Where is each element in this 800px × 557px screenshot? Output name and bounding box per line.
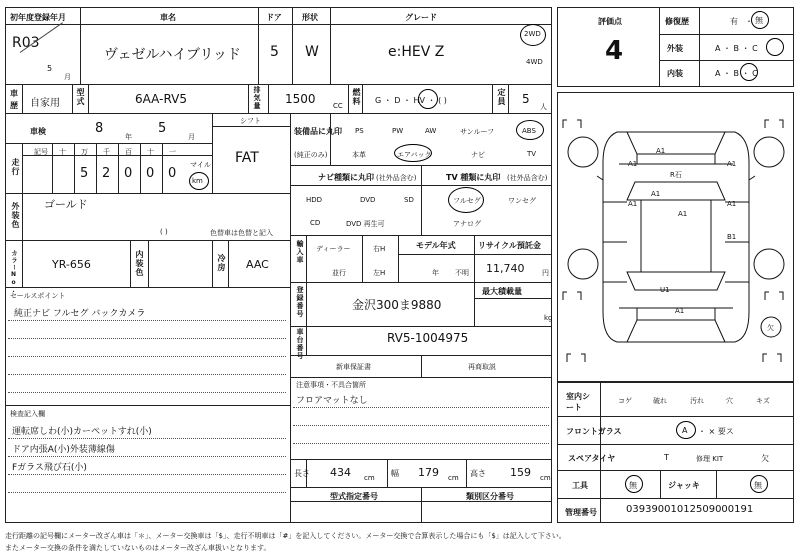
- import-parallel: 並行: [332, 269, 346, 277]
- fuel-label: 燃料: [352, 88, 361, 106]
- spare-missing: 欠: [761, 454, 769, 463]
- drive-4wd: 4WD: [526, 58, 543, 66]
- mileage-digit: 0: [168, 166, 177, 181]
- navi-item: SD: [404, 196, 414, 204]
- tools-label: 工具: [572, 481, 588, 490]
- mileage-digit: 0: [124, 166, 133, 181]
- equipment-item: ABS: [522, 127, 536, 135]
- inspector-line: Fガラス飛び石(小): [12, 463, 87, 473]
- fuel-hv-circle: [418, 89, 438, 109]
- repair-yes: 有: [730, 17, 738, 26]
- spare-t: T: [664, 453, 669, 462]
- inspection-month-unit: 月: [188, 133, 195, 141]
- damage-mark-10: A1: [678, 210, 688, 218]
- control-value: 03939001012509000191: [626, 504, 754, 515]
- reg-no-value: 金沢300ま9880: [352, 298, 442, 312]
- equipment-abs-circle: [516, 120, 544, 140]
- inspection-year: 8: [95, 121, 104, 136]
- color-no-label: カラーNo.: [10, 250, 17, 295]
- color-note: 色替車は色替と記入: [210, 229, 273, 237]
- equipment-item: PW: [392, 127, 404, 135]
- exterior-label: 外装: [667, 44, 683, 53]
- recycle-value: 11,740: [486, 262, 525, 275]
- repair-label: 修復歴: [665, 17, 689, 26]
- notes-value: フロアマットなし: [296, 396, 368, 406]
- shift-label: シフト: [240, 117, 261, 125]
- usage-value: 自家用: [30, 98, 60, 109]
- reg-no-label: 登録番号: [296, 286, 304, 318]
- seat-item: 汚れ: [690, 397, 704, 405]
- width-value: 179: [418, 466, 439, 479]
- model-year-label: モデル年式: [416, 241, 456, 250]
- inspector-line: ドア内張A(小)外装薄線傷: [12, 445, 115, 455]
- navi-item: CD: [310, 219, 321, 227]
- equipment-item: TV: [527, 150, 537, 158]
- mileage-digit: 2: [102, 166, 111, 181]
- mileage-unit-km: km: [192, 177, 203, 185]
- navi-label: ナビ種類に丸印: [318, 173, 374, 182]
- seat-label: 室内シート: [566, 392, 590, 412]
- mileage-unit-head: 百: [125, 148, 132, 156]
- cert-a: 新車保証書: [336, 363, 371, 371]
- inspection-label: 車検: [30, 127, 46, 136]
- first-reg-era-year: R03: [12, 35, 40, 51]
- seat-item: 穴: [726, 397, 733, 405]
- inspector-label: 検査記入欄: [10, 410, 45, 418]
- car-name-value: ヴェゼルハイブリッド: [104, 47, 241, 63]
- grade-value: e:HEV Z: [388, 44, 445, 60]
- inspector-line: 運転席しわ(小)カーペットすれ(小): [12, 427, 152, 437]
- repair-no: 無: [755, 16, 763, 25]
- equipment-item: PS: [355, 127, 364, 135]
- footer-line-2: またメーター交換の条件を満たしていないものはメーター改ざん車扱いとなります。: [5, 544, 271, 552]
- ac-value: AAC: [246, 258, 269, 271]
- damage-mark-11: A1: [675, 307, 685, 315]
- height-label: 高さ: [470, 469, 486, 478]
- damage-mark-7: B1: [727, 233, 737, 241]
- import-right-h: 右H: [373, 245, 386, 253]
- model-year-unit: 年: [432, 269, 439, 277]
- equipment-airbag-circle: [394, 144, 432, 162]
- tv-note: (社外品含む): [507, 174, 548, 182]
- equipment-item: 本革: [352, 151, 366, 159]
- damage-mark-8: U1: [660, 286, 670, 294]
- car-diagram: [557, 92, 794, 382]
- displacement-unit: CC: [333, 102, 343, 110]
- usage-label-b: 歴: [10, 101, 18, 110]
- inspection-year-unit: 年: [125, 133, 132, 141]
- mileage-unit-head: 十: [59, 148, 66, 156]
- cert-b: 再商取説: [468, 363, 496, 371]
- length-value: 434: [330, 466, 351, 479]
- seat-item: コゲ: [618, 397, 632, 405]
- damage-mark-12: 欠: [767, 324, 774, 332]
- damage-mark-4: A1: [651, 190, 661, 198]
- damage-mark-9: A1: [727, 200, 737, 208]
- damage-mark-6: A1: [628, 200, 638, 208]
- seat-item: キズ: [756, 397, 770, 405]
- displacement-label: 排気量: [253, 86, 261, 110]
- color-no-value: YR-656: [52, 258, 91, 271]
- color-paren: ( ): [160, 228, 168, 236]
- color-label: 外装色: [11, 202, 20, 229]
- length-label: 長さ: [294, 469, 310, 478]
- rating-label: 評価点: [598, 17, 622, 26]
- sales-point-value: 純正ナビ フルセグ バックカメラ: [14, 309, 146, 319]
- car-name-label: 車名: [160, 13, 176, 22]
- spare-repair: 修理 KIT: [696, 455, 724, 463]
- mileage-digit: 5: [80, 166, 89, 181]
- mileage-unit-mile: マイル: [190, 161, 211, 169]
- usage-label-a: 車: [10, 89, 18, 98]
- door-label: ドア: [266, 13, 282, 22]
- drive-2wd: 2WD: [524, 30, 541, 38]
- jack-value: 無: [754, 481, 762, 490]
- height-value: 159: [510, 466, 531, 479]
- windshield-rest: ・ × 要ス: [698, 427, 734, 436]
- control-label: 管理番号: [565, 508, 597, 517]
- spare-label: スペアタイヤ: [568, 454, 616, 463]
- color-value: ゴールド: [44, 198, 88, 211]
- shape-value: W: [305, 44, 319, 60]
- mileage-unit-head: 一: [169, 148, 176, 156]
- repair-sep: ・: [745, 17, 753, 26]
- equipment-note: (純正のみ): [294, 151, 328, 159]
- mileage-symbol-label: 記号: [34, 148, 48, 156]
- capacity-value: 5: [522, 92, 530, 106]
- first-reg-label: 初年度登録年月: [10, 13, 66, 22]
- windshield-label: フロントガラス: [566, 427, 622, 436]
- equipment-item: エアバック: [397, 151, 432, 159]
- recycle-unit: 円: [542, 269, 549, 277]
- max-load-label: 最大積載量: [482, 287, 522, 296]
- seat-item: 破れ: [653, 397, 667, 405]
- tv-item: ワンセグ: [508, 197, 536, 205]
- navi-note: (社外品含む): [376, 174, 417, 182]
- tv-fullseg-circle: [448, 187, 484, 213]
- type-no-b: 類別区分番号: [466, 492, 514, 501]
- exterior-grades: A ・ B ・ C: [715, 44, 758, 53]
- max-load-unit: kg: [544, 314, 553, 322]
- grade-label: グレード: [405, 13, 437, 22]
- rating-value: 4: [605, 36, 624, 66]
- shift-value: FAT: [235, 150, 259, 166]
- type-no-a: 型式指定番号: [330, 492, 378, 501]
- model-value: 6AA-RV5: [135, 92, 187, 106]
- tv-item: フルセグ: [453, 197, 481, 205]
- jack-label: ジャッキ: [668, 481, 700, 490]
- capacity-unit: 人: [540, 103, 547, 111]
- notes-label: 注意事項・不具合箇所: [296, 381, 366, 389]
- mileage-unit-head: 千: [103, 148, 110, 156]
- import-left-h: 左H: [373, 269, 386, 277]
- fuel-options: G ・ D ・ HV ・ ( ): [375, 96, 447, 105]
- width-unit: cm: [448, 474, 459, 482]
- equipment-item: ナビ: [471, 151, 485, 159]
- equipment-item: AW: [425, 127, 437, 135]
- ac-label: 冷房: [217, 254, 226, 272]
- import-label: 輸入車: [296, 240, 304, 264]
- capacity-label: 定員: [497, 88, 506, 106]
- chassis-label: 車台番号: [296, 328, 304, 360]
- navi-item: DVD: [360, 196, 376, 204]
- equipment-item: サンルーフ: [460, 128, 495, 136]
- door-value: 5: [270, 44, 279, 60]
- model-year-unknown: 不明: [455, 269, 469, 277]
- tv-item: アナログ: [453, 220, 481, 228]
- equipment-label: 装備品に丸印: [294, 127, 342, 136]
- model-label: 型式: [76, 88, 85, 106]
- windshield-a: A: [682, 426, 688, 435]
- navi-item: HDD: [306, 196, 323, 204]
- displacement-value: 1500: [285, 92, 316, 106]
- mileage-unit-head: 十: [147, 148, 154, 156]
- interior-color-label: 内装色: [135, 250, 144, 277]
- mileage-digit: 0: [146, 166, 155, 181]
- shape-label: 形状: [302, 13, 318, 22]
- footer-line-1: 走行距離の記号欄にメーター改ざん車は「＊」、メーター交換車は「$」、走行不明車は「#」を記入してください。メーター交換で合算表示した場合にも「$」は記入して下さい。: [5, 532, 566, 540]
- first-reg-month: 5: [47, 64, 53, 73]
- tv-label: TV 種類に丸印: [446, 173, 501, 182]
- inspection-month: 5: [158, 121, 167, 136]
- damage-mark-2: A1: [628, 160, 638, 168]
- mileage-label: 走行: [11, 158, 20, 176]
- damage-mark-5: R石: [670, 171, 682, 179]
- recycle-label: リサイクル預託金: [478, 241, 541, 250]
- interior-label: 内装: [667, 69, 683, 78]
- sales-point-label: セールスポイント: [10, 292, 66, 300]
- chassis-value: RV5-1004975: [387, 331, 469, 345]
- navi-item: DVD 再生可: [346, 220, 385, 228]
- length-unit: cm: [364, 474, 375, 482]
- damage-mark-3: A1: [727, 160, 737, 168]
- first-reg-month-unit: 月: [64, 73, 71, 81]
- exterior-c-circle: [766, 38, 784, 56]
- interior-b-circle: [740, 63, 758, 81]
- interior-grades: A ・ B ・ C: [715, 69, 758, 78]
- mileage-unit-head: 万: [81, 148, 88, 156]
- tools-value: 無: [629, 481, 637, 490]
- damage-mark-1: A1: [656, 147, 666, 155]
- import-dealer: ディーラー: [316, 245, 351, 253]
- height-unit: cm: [540, 474, 551, 482]
- width-label: 幅: [391, 469, 399, 478]
